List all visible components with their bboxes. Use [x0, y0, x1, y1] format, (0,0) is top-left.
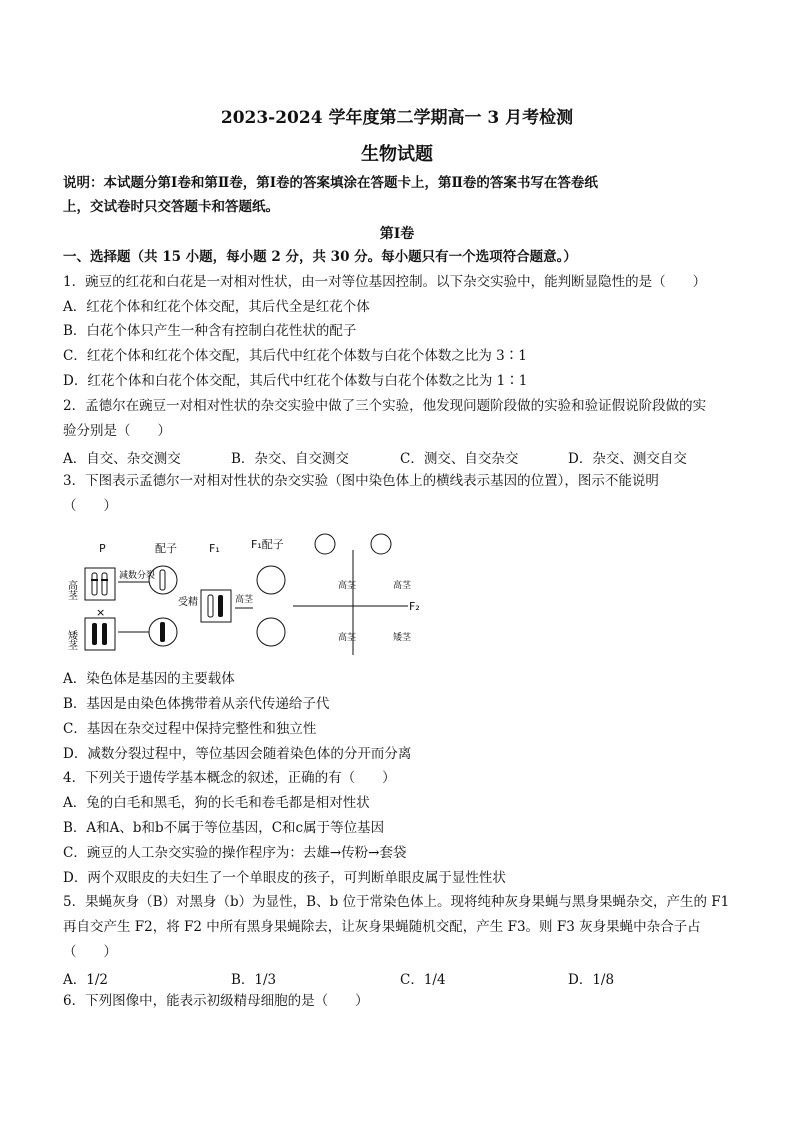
q1-option-a: A．红花个体和红花个体交配，其后代全是红花个体	[63, 299, 370, 315]
q3-option-b: B．基因是由染色体携带着从亲代传递给子代	[63, 696, 330, 712]
q3-option-d: D．减数分裂过程中，等位基因会随着染色体的分开而分离	[63, 746, 412, 762]
q4-option-d: D．两个双眼皮的夫妇生了一个单眼皮的孩子，可判断单眼皮属于显性性状	[63, 870, 506, 886]
q1-stem: 1．豌豆的红花和白花是一对相对性状，由一对等位基因控制。以下杂交实验中，能判断显隐性的是（ ）	[63, 274, 707, 290]
q2-option-d: D．杂交、测交自交	[568, 451, 687, 467]
q5-option-a: A．1/2	[63, 972, 108, 988]
f1-gamete-1	[257, 566, 285, 594]
label-gamete: 配子	[155, 542, 177, 555]
q6-stem: 6．下列图像中，能表示初级精母细胞的是（ ）	[63, 993, 369, 1009]
q3-option-c: C．基因在杂交过程中保持完整性和独立性	[63, 721, 317, 737]
q3-option-a: A．染色体是基因的主要载体	[63, 671, 235, 687]
q5-stem-line-1: 5．果蝇灰身（B）对黑身（b）为显性，B、b 位于常染色体上。现将纯种灰身果蝇与黑身果蝇杂交，产生的 F1	[63, 894, 730, 910]
q4-stem: 4．下列关于遗传学基本概念的叙述，正确的有（ ）	[63, 770, 396, 786]
label-p: P	[99, 542, 106, 555]
f1-cell	[201, 590, 231, 622]
q2-stem-line-1: 2．孟德尔在豌豆一对相对性状的杂交实验中做了三个实验，他发现问题阶段做的实验和验证假说阶段做的实	[63, 398, 707, 414]
f2-tall-3: 高茎	[338, 633, 357, 643]
p-tall-label: 高茎	[65, 580, 77, 600]
q4-option-a: A．兔的白毛和黑毛，狗的长毛和卷毛都是相对性状	[63, 795, 370, 811]
f2-tall-1: 高茎	[338, 581, 357, 591]
q2-option-b: B．杂交、自交测交	[231, 451, 349, 467]
q5-option-b: B．1/3	[231, 972, 277, 988]
p-short-label: 矮茎	[65, 630, 77, 650]
label-f1-gamete: F₁配子	[251, 538, 284, 551]
q2-stem-line-2: 验分别是（ ）	[63, 423, 171, 439]
q5-option-d: D．1/8	[568, 972, 615, 988]
q4-option-c: C．豌豆的人工杂交实验的操作程序为：去雄→传粉→套袋	[63, 845, 407, 861]
label-f1: F₁	[209, 542, 220, 555]
instruction-line-2: 上，交试卷时只交答题卡和答题纸。	[63, 199, 279, 215]
p-tall-group	[66, 566, 178, 600]
f1-tall-label: 高茎	[235, 595, 254, 605]
p-short-group	[66, 618, 178, 650]
q3-stem-line-2: （ ）	[63, 498, 117, 514]
q1-option-c: C．红花个体和红花个体交配，其后代中红花个体数与白花个体数之比为 3∶1	[63, 348, 527, 364]
q1-option-d: D．红花个体和白花个体交配，其后代中红花个体数与白花个体数之比为 1∶1	[63, 373, 528, 389]
cross-symbol: ×	[96, 606, 106, 619]
f2-tall-2: 高茎	[393, 581, 412, 591]
p-tall-meiosis: 减数分裂	[119, 571, 156, 581]
label-f2: F₂	[409, 600, 420, 613]
q2-option-a: A．自交、杂交测交	[63, 451, 181, 467]
instruction-line-1: 说明：本试题分第Ⅰ卷和第Ⅱ卷，第Ⅰ卷的答案填涂在答题卡上，第Ⅱ卷的答案书写在答卷纸	[63, 175, 598, 191]
f2-short: 矮茎	[393, 633, 412, 643]
part-heading: 一、选择题（共 15 小题，每小题 2 分，共 30 分。每小题只有一个选项符合题意。）	[63, 249, 577, 265]
subject-title: 生物试题	[361, 144, 433, 165]
q1-option-b: B．白花个体只产生一种含有控制白花性状的配子	[63, 323, 357, 339]
section-title: 第Ⅰ卷	[379, 226, 415, 242]
f1-gamete-2	[257, 618, 285, 646]
q5-stem-line-2: 再自交产生 F2，将 F2 中所有黑身果蝇除去，让灰身果蝇随机交配，产生 F3。则 F3 灰身果蝇中杂合子占	[63, 919, 701, 935]
q3-stem-line-1: 3．下图表示孟德尔一对相对性状的杂交实验（图中染色体上的横线表示基因的位置），图示不能说明	[63, 473, 659, 489]
exam-title: 2023-2024 学年度第二学期高一 3 月考检测	[220, 108, 574, 128]
q4-option-b: B．A和A、b和b不属于等位基因，C和c属于等位基因	[63, 820, 385, 836]
q2-option-c: C．测交、自交杂交	[400, 451, 519, 467]
mendel-cross-diagram	[63, 530, 423, 660]
q5-option-c: C．1/4	[400, 972, 446, 988]
fertilization-label: 受精	[178, 597, 198, 608]
q5-stem-line-3: （ ）	[63, 944, 117, 960]
